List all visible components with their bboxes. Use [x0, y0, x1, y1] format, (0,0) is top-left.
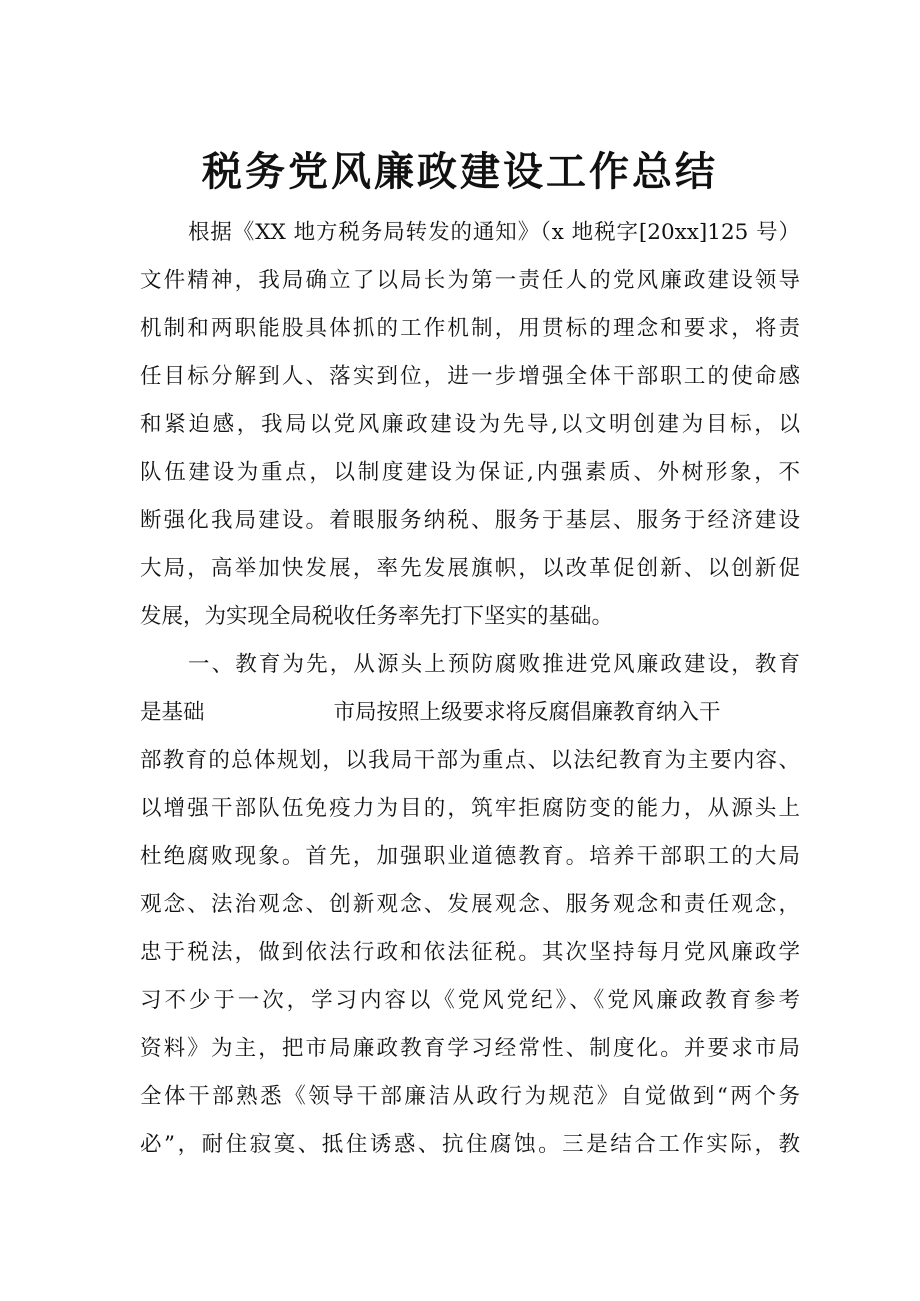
paragraph-line: 大局，高举加快发展，率先发展旗帜，以改革促创新、以创新促: [140, 556, 800, 581]
paragraph-line: 是基础 市局按照上级要求将反腐倡廉教育纳入干: [140, 700, 721, 725]
paragraph-line: 忠于税法，做到依法行政和依法征税。其次坚持每月党风廉政学: [140, 940, 800, 965]
paragraph-line: 发展，为实现全局税收任务率先打下坚实的基础。: [140, 604, 614, 629]
paragraph-line: 断强化我局建设。着眼服务纳税、服务于基层、服务于经济建设: [140, 508, 800, 533]
paragraph-line: 以增强干部队伍免疫力为目的，筑牢拒腐防变的能力，从源头上: [140, 796, 800, 821]
paragraph-line: 和紧迫感，我局以党风廉政建设为先导,以文明创建为目标，以: [140, 412, 800, 437]
paragraph-line: 部教育的总体规划，以我局干部为重点、以法纪教育为主要内容、: [140, 748, 800, 773]
paragraph-line: 习不少于一次，学习内容以《党风党纪》、《党风廉政教育参考: [140, 988, 800, 1013]
paragraph-line: 文件精神，我局确立了以局长为第一责任人的党风廉政建设领导: [140, 268, 800, 293]
document-title: 税务党风廉政建设工作总结: [202, 149, 718, 195]
paragraph-line: 任目标分解到人、落实到位，进一步增强全体干部职工的使命感: [140, 364, 800, 389]
paragraph-line: 杜绝腐败现象。首先，加强职业道德教育。培养干部职工的大局: [140, 844, 800, 869]
paragraph-line: 必”，耐住寂寞、抵住诱惑、抗住腐蚀。三是结合工作实际，教: [140, 1132, 800, 1157]
paragraph-line: 一、教育为先，从源头上预防腐败推进党风廉政建设，教育: [188, 652, 800, 677]
paragraph-line: 全体干部熟悉《领导干部廉洁从政行为规范》自觉做到“两个务: [140, 1084, 800, 1109]
paragraph-line: 资料》为主，把市局廉政教育学习经常性、制度化。并要求市局: [140, 1036, 800, 1061]
paragraph-line: 观念、法治观念、创新观念、发展观念、服务观念和责任观念，: [140, 892, 800, 917]
paragraph-line: 根据《XX 地方税务局转发的通知》（x 地税字[20xx]125 号）: [188, 220, 800, 245]
paragraph-line: 队伍建设为重点，以制度建设为保证,内强素质、外树形象，不: [140, 460, 800, 485]
paragraph-line: 机制和两职能股具体抓的工作机制，用贯标的理念和要求，将责: [140, 316, 800, 341]
